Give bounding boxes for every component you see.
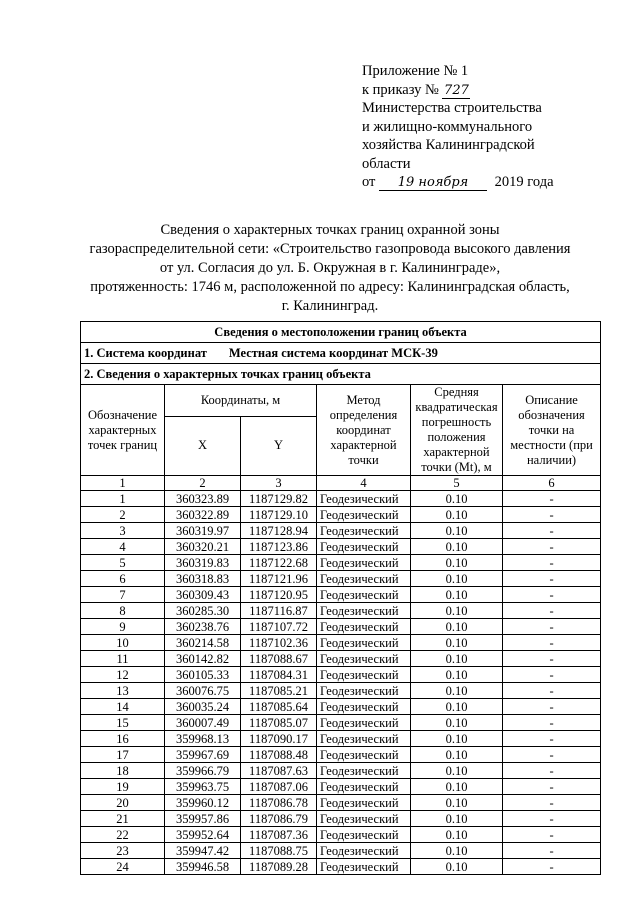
x-coordinate-cell: 359963.75 <box>165 779 241 795</box>
accuracy-cell: 0.10 <box>411 715 503 731</box>
x-coordinate-cell: 359960.12 <box>165 795 241 811</box>
method-cell: Геодезический <box>317 731 411 747</box>
x-coordinate-cell: 360319.97 <box>165 523 241 539</box>
table-row <box>81 859 601 875</box>
table-row <box>81 763 601 779</box>
description-cell: - <box>503 731 601 747</box>
point-number-cell: 8 <box>81 603 165 619</box>
point-number-cell: 5 <box>81 555 165 571</box>
x-coordinate-cell: 360142.82 <box>165 651 241 667</box>
point-number-cell: 2 <box>81 507 165 523</box>
accuracy-cell: 0.10 <box>411 683 503 699</box>
y-coordinate-cell: 1187088.48 <box>241 747 317 763</box>
accuracy-cell: 0.10 <box>411 523 503 539</box>
table-row <box>81 843 601 859</box>
method-cell: Геодезический <box>317 683 411 699</box>
accuracy-cell: 0.10 <box>411 699 503 715</box>
coordinate-system-cell <box>81 343 601 364</box>
x-coordinate-cell: 360320.21 <box>165 539 241 555</box>
table-row <box>81 587 601 603</box>
point-number-cell: 1 <box>81 491 165 507</box>
method-cell: Геодезический <box>317 811 411 827</box>
annex-block <box>362 62 602 192</box>
point-number-cell: 20 <box>81 795 165 811</box>
method-cell: Геодезический <box>317 715 411 731</box>
accuracy-cell: 0.10 <box>411 507 503 523</box>
coordinate-system-value: Местная система координат МСК-39 <box>228 346 438 360</box>
date-handwritten: 19 ноября <box>379 175 487 191</box>
point-number-cell: 23 <box>81 843 165 859</box>
header-row-1 <box>81 385 601 417</box>
header-description: Описание обозначения точки на местности (при наличии) <box>503 385 601 476</box>
points-section-title: 2. Сведения о характерных точках границ объекта <box>81 364 601 385</box>
method-cell: Геодезический <box>317 523 411 539</box>
accuracy-cell: 0.10 <box>411 651 503 667</box>
x-coordinate-cell: 360007.49 <box>165 715 241 731</box>
header-y: Y <box>241 416 317 476</box>
annex-ministry-line-1: Министерства строительства <box>362 100 542 116</box>
point-number-cell: 18 <box>81 763 165 779</box>
annex-date-line <box>362 173 602 192</box>
description-cell: - <box>503 811 601 827</box>
point-number-cell: 16 <box>81 731 165 747</box>
table-row <box>81 555 601 571</box>
y-coordinate-cell: 1187088.67 <box>241 651 317 667</box>
description-cell: - <box>503 779 601 795</box>
title-line-3: от ул. Согласия до ул. Б. Окружная в г. Калининграде», <box>159 260 501 276</box>
table-row <box>81 667 601 683</box>
description-cell: - <box>503 507 601 523</box>
x-coordinate-cell: 359946.58 <box>165 859 241 875</box>
table-row <box>81 827 601 843</box>
accuracy-cell: 0.10 <box>411 747 503 763</box>
header-accuracy: Средняя квадратическая погрешность положения характерной точки (Mt), м <box>411 385 503 476</box>
description-cell: - <box>503 795 601 811</box>
table-row <box>81 539 601 555</box>
section-title: Сведения о местоположении границ объекта <box>81 322 601 343</box>
method-cell: Геодезический <box>317 555 411 571</box>
table-row <box>81 683 601 699</box>
table-row <box>81 651 601 667</box>
point-number-cell: 13 <box>81 683 165 699</box>
description-cell: - <box>503 651 601 667</box>
table-row <box>81 619 601 635</box>
x-coordinate-cell: 359957.86 <box>165 811 241 827</box>
method-cell: Геодезический <box>317 843 411 859</box>
table-row <box>81 523 601 539</box>
y-coordinate-cell: 1187123.86 <box>241 539 317 555</box>
column-number: 3 <box>241 476 317 491</box>
annex-ministry-line-2: и жилищно-коммунального <box>362 118 533 135</box>
column-number: 4 <box>317 476 411 491</box>
annex-date-prefix: от <box>362 174 376 190</box>
method-cell: Геодезический <box>317 667 411 683</box>
table-row <box>81 507 601 523</box>
annex-ministry-line-4: области <box>362 155 411 172</box>
point-number-cell: 19 <box>81 779 165 795</box>
y-coordinate-cell: 1187107.72 <box>241 619 317 635</box>
x-coordinate-cell: 359966.79 <box>165 763 241 779</box>
column-number: 6 <box>503 476 601 491</box>
y-coordinate-cell: 1187089.28 <box>241 859 317 875</box>
point-number-cell: 3 <box>81 523 165 539</box>
column-number: 5 <box>411 476 503 491</box>
table-row <box>81 731 601 747</box>
accuracy-cell: 0.10 <box>411 795 503 811</box>
title-line-5: г. Калининград. <box>281 298 379 314</box>
accuracy-cell: 0.10 <box>411 667 503 683</box>
point-number-cell: 17 <box>81 747 165 763</box>
accuracy-cell: 0.10 <box>411 571 503 587</box>
title-line-4: протяженность: 1746 м, расположенной по адресу: Калининградская область, <box>90 279 570 295</box>
method-cell: Геодезический <box>317 603 411 619</box>
x-coordinate-cell: 360035.24 <box>165 699 241 715</box>
accuracy-cell: 0.10 <box>411 811 503 827</box>
column-numbers-row <box>81 476 601 491</box>
annex-order-prefix: к приказу № <box>362 81 439 98</box>
description-cell: - <box>503 747 601 763</box>
x-coordinate-cell: 360309.43 <box>165 587 241 603</box>
annex-order-line <box>362 81 602 100</box>
x-coordinate-cell: 360214.58 <box>165 635 241 651</box>
method-cell: Геодезический <box>317 539 411 555</box>
accuracy-cell: 0.10 <box>411 603 503 619</box>
method-cell: Геодезический <box>317 587 411 603</box>
y-coordinate-cell: 1187087.36 <box>241 827 317 843</box>
x-coordinate-cell: 360285.30 <box>165 603 241 619</box>
description-cell: - <box>503 587 601 603</box>
column-number: 2 <box>165 476 241 491</box>
accuracy-cell: 0.10 <box>411 779 503 795</box>
point-number-cell: 14 <box>81 699 165 715</box>
description-cell: - <box>503 667 601 683</box>
description-cell: - <box>503 699 601 715</box>
y-coordinate-cell: 1187120.95 <box>241 587 317 603</box>
accuracy-cell: 0.10 <box>411 731 503 747</box>
table-row <box>81 603 601 619</box>
order-number-handwritten: 727 <box>444 82 469 98</box>
x-coordinate-cell: 359947.42 <box>165 843 241 859</box>
accuracy-cell: 0.10 <box>411 619 503 635</box>
coordinate-system-row <box>81 343 601 364</box>
method-cell: Геодезический <box>317 507 411 523</box>
description-cell: - <box>503 555 601 571</box>
x-coordinate-cell: 359952.64 <box>165 827 241 843</box>
table-row <box>81 779 601 795</box>
method-cell: Геодезический <box>317 651 411 667</box>
coordinate-system-label: 1. Система координат <box>84 346 207 360</box>
accuracy-cell: 0.10 <box>411 555 503 571</box>
annex-heading: Приложение № 1 <box>362 63 469 79</box>
y-coordinate-cell: 1187085.07 <box>241 715 317 731</box>
x-coordinate-cell: 360105.33 <box>165 667 241 683</box>
method-cell: Геодезический <box>317 491 411 507</box>
description-cell: - <box>503 619 601 635</box>
x-coordinate-cell: 360323.89 <box>165 491 241 507</box>
document-title <box>60 221 600 316</box>
title-line-1: Сведения о характерных точках границ охранной зоны <box>160 222 500 238</box>
table-section-header <box>81 322 601 343</box>
point-number-cell: 15 <box>81 715 165 731</box>
x-coordinate-cell: 360322.89 <box>165 507 241 523</box>
description-cell: - <box>503 859 601 875</box>
header-method: Метод определения координат характерной точки <box>317 385 411 476</box>
description-cell: - <box>503 523 601 539</box>
description-cell: - <box>503 571 601 587</box>
accuracy-cell: 0.10 <box>411 859 503 875</box>
table-row <box>81 795 601 811</box>
table-row <box>81 699 601 715</box>
method-cell: Геодезический <box>317 859 411 875</box>
column-number: 1 <box>81 476 165 491</box>
method-cell: Геодезический <box>317 571 411 587</box>
point-number-cell: 7 <box>81 587 165 603</box>
point-number-cell: 12 <box>81 667 165 683</box>
y-coordinate-cell: 1187088.75 <box>241 843 317 859</box>
y-coordinate-cell: 1187121.96 <box>241 571 317 587</box>
point-number-cell: 24 <box>81 859 165 875</box>
y-coordinate-cell: 1187122.68 <box>241 555 317 571</box>
point-number-cell: 4 <box>81 539 165 555</box>
y-coordinate-cell: 1187084.31 <box>241 667 317 683</box>
table-row <box>81 571 601 587</box>
description-cell: - <box>503 603 601 619</box>
y-coordinate-cell: 1187128.94 <box>241 523 317 539</box>
point-number-cell: 6 <box>81 571 165 587</box>
coordinates-table <box>80 321 601 875</box>
accuracy-cell: 0.10 <box>411 491 503 507</box>
method-cell: Геодезический <box>317 779 411 795</box>
x-coordinate-cell: 359968.13 <box>165 731 241 747</box>
description-cell: - <box>503 843 601 859</box>
accuracy-cell: 0.10 <box>411 763 503 779</box>
point-number-cell: 21 <box>81 811 165 827</box>
description-cell: - <box>503 683 601 699</box>
description-cell: - <box>503 827 601 843</box>
point-number-cell: 9 <box>81 619 165 635</box>
method-cell: Геодезический <box>317 763 411 779</box>
x-coordinate-cell: 360318.83 <box>165 571 241 587</box>
header-x: X <box>165 416 241 476</box>
y-coordinate-cell: 1187102.36 <box>241 635 317 651</box>
y-coordinate-cell: 1187129.82 <box>241 491 317 507</box>
title-line-2: газораспределительной сети: «Строительство газопровода высокого давления <box>89 241 571 257</box>
y-coordinate-cell: 1187086.78 <box>241 795 317 811</box>
method-cell: Геодезический <box>317 747 411 763</box>
table-row <box>81 811 601 827</box>
method-cell: Геодезический <box>317 635 411 651</box>
table-row <box>81 491 601 507</box>
description-cell: - <box>503 763 601 779</box>
y-coordinate-cell: 1187086.79 <box>241 811 317 827</box>
x-coordinate-cell: 359967.69 <box>165 747 241 763</box>
description-cell: - <box>503 539 601 555</box>
point-number-cell: 11 <box>81 651 165 667</box>
method-cell: Геодезический <box>317 619 411 635</box>
annex-date-suffix: 2019 года <box>494 174 554 190</box>
header-coordinates: Координаты, м <box>165 385 317 417</box>
table-row <box>81 635 601 651</box>
description-cell: - <box>503 635 601 651</box>
y-coordinate-cell: 1187087.06 <box>241 779 317 795</box>
method-cell: Геодезический <box>317 699 411 715</box>
accuracy-cell: 0.10 <box>411 827 503 843</box>
y-coordinate-cell: 1187087.63 <box>241 763 317 779</box>
accuracy-cell: 0.10 <box>411 539 503 555</box>
x-coordinate-cell: 360076.75 <box>165 683 241 699</box>
description-cell: - <box>503 715 601 731</box>
y-coordinate-cell: 1187090.17 <box>241 731 317 747</box>
method-cell: Геодезический <box>317 795 411 811</box>
table-row <box>81 747 601 763</box>
table-row <box>81 715 601 731</box>
x-coordinate-cell: 360319.83 <box>165 555 241 571</box>
y-coordinate-cell: 1187116.87 <box>241 603 317 619</box>
point-number-cell: 10 <box>81 635 165 651</box>
annex-ministry-line-3: хозяйства Калининградской <box>362 137 535 153</box>
points-section-row <box>81 364 601 385</box>
point-number-cell: 22 <box>81 827 165 843</box>
accuracy-cell: 0.10 <box>411 635 503 651</box>
accuracy-cell: 0.10 <box>411 587 503 603</box>
accuracy-cell: 0.10 <box>411 843 503 859</box>
header-designation: Обозначение характерных точек границ <box>81 385 165 476</box>
y-coordinate-cell: 1187085.21 <box>241 683 317 699</box>
description-cell: - <box>503 491 601 507</box>
y-coordinate-cell: 1187085.64 <box>241 699 317 715</box>
y-coordinate-cell: 1187129.10 <box>241 507 317 523</box>
method-cell: Геодезический <box>317 827 411 843</box>
x-coordinate-cell: 360238.76 <box>165 619 241 635</box>
